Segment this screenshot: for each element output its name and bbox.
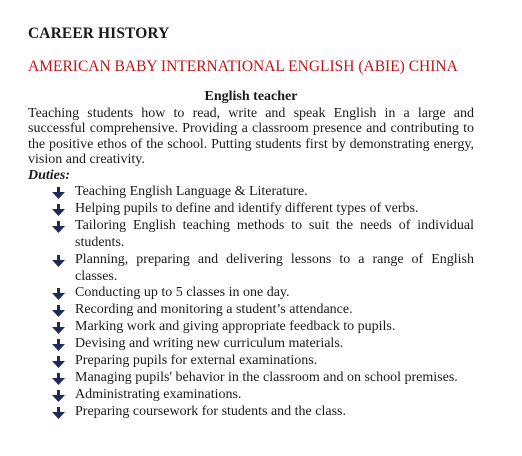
duty-item xyxy=(52,218,474,252)
down-arrow-icon xyxy=(52,322,65,334)
duty-item xyxy=(52,353,474,370)
duty-text: Devising and writing new curriculum materials. xyxy=(75,336,344,352)
duty-text: Conducting up to 5 classes in one day. xyxy=(75,285,290,301)
down-arrow-icon xyxy=(52,390,65,402)
duty-item xyxy=(52,201,474,218)
duty-text: Marking work and giving appropriate feedback to pupils. xyxy=(75,319,396,335)
duty-item xyxy=(52,184,474,201)
down-arrow-icon xyxy=(52,305,65,317)
duty-item xyxy=(52,285,474,302)
duty-item xyxy=(52,387,474,404)
duty-item xyxy=(52,252,474,286)
employer-name: AMERICAN BABY INTERNATIONAL ENGLISH (ABIE) CHINA xyxy=(28,58,458,75)
down-arrow-icon xyxy=(52,407,65,419)
down-arrow-icon xyxy=(52,221,65,233)
duty-text: Recording and monitoring a student’s attendance. xyxy=(75,302,353,318)
duty-text: Planning, preparing and delivering lessons to a range of English classes. xyxy=(75,251,474,284)
down-arrow-icon xyxy=(52,288,65,300)
duty-text: Administrating examinations. xyxy=(75,386,242,402)
section-title: CAREER HISTORY xyxy=(28,25,170,42)
down-arrow-icon xyxy=(52,356,65,368)
duty-item xyxy=(52,302,474,319)
down-arrow-icon xyxy=(52,339,65,351)
job-title: English teacher xyxy=(204,89,298,104)
duty-text: Helping pupils to define and identify different types of verbs. xyxy=(75,200,419,216)
duties-label: Duties: xyxy=(28,168,70,183)
down-arrow-icon xyxy=(52,255,65,267)
duty-item xyxy=(52,336,474,353)
down-arrow-icon xyxy=(52,373,65,385)
duty-item xyxy=(52,404,474,421)
down-arrow-icon xyxy=(52,187,65,199)
duty-item xyxy=(52,319,474,336)
job-summary: Teaching students how to read, write and speak English in a large and successful comprehensive. Providing a classroom presence and contributing to the positive ethos of the school. Putting students first by demonstrating energy, vision and creativity. xyxy=(28,106,474,167)
duties-list xyxy=(52,184,474,421)
duty-item xyxy=(52,370,474,387)
duty-text: Tailoring English teaching methods to suit the needs of individual students. xyxy=(75,217,474,250)
duty-text: Managing pupils' behavior in the classroom and on school premises. xyxy=(75,369,458,385)
down-arrow-icon xyxy=(52,204,65,216)
duty-text: Teaching English Language & Literature. xyxy=(75,184,308,199)
duty-text: Preparing coursework for students and the class. xyxy=(75,403,346,419)
duty-text: Preparing pupils for external examinations. xyxy=(75,353,318,369)
